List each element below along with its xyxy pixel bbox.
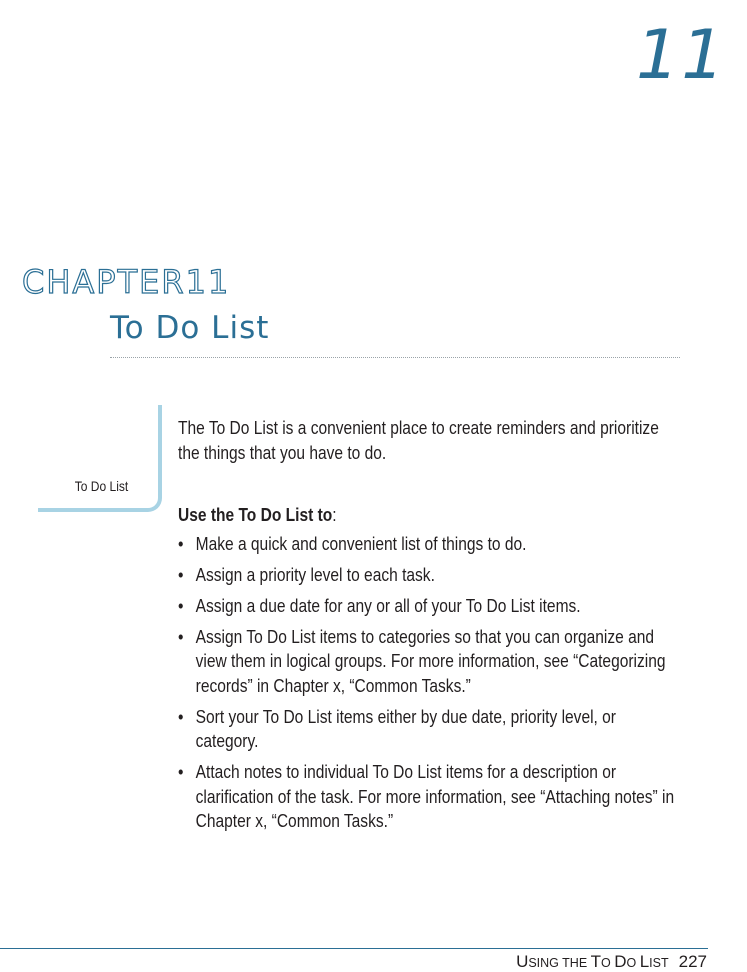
footer-head-part: O — [601, 956, 615, 970]
footer-head-part: D — [614, 952, 627, 971]
chapter-label: CHAPTER11 — [22, 263, 231, 301]
title-dotted-rule — [110, 357, 680, 358]
body-text — [178, 416, 678, 840]
intro-paragraph: The To Do List is a convenient place to create reminders and prioritize the things that you have to do. — [178, 417, 659, 463]
footer-head-part: T — [590, 952, 602, 971]
bullet-list — [178, 532, 678, 834]
list-item: • Assign a priority level to each task. — [178, 563, 678, 588]
chapter-title: To Do List — [110, 310, 270, 346]
margin-tab — [38, 405, 162, 512]
list-item: • Make a quick and convenient list of things to do. — [178, 532, 678, 557]
list-item: • Attach notes to individual To Do List items for a description or clarification of the task. For more information, see “Attaching notes” in Chapter x, “Common Tasks.” — [178, 760, 678, 834]
footer-head-part: O — [626, 956, 640, 970]
footer-head-part: U — [516, 952, 529, 971]
footer-rule — [0, 948, 708, 949]
use-heading-bold: Use the To Do List to — [178, 504, 333, 525]
footer-head-part: IST — [649, 956, 669, 970]
margin-tab-label: To Do List — [74, 478, 128, 494]
footer-head-part: SING THE — [528, 956, 591, 970]
chapter-dial-decoration — [0, 0, 747, 210]
footer-head-part: L — [639, 952, 650, 971]
list-item: • Assign a due date for any or all of your To Do List items. — [178, 594, 678, 619]
use-heading-colon: : — [332, 504, 337, 525]
chapter-number: 11 — [636, 16, 727, 95]
list-item: • Sort your To Do List items either by due date, priority level, or category. — [178, 705, 678, 754]
footer-running-head — [516, 953, 707, 970]
list-item: • Assign To Do List items to categories so that you can organize and view them in logical groups. For more information, see “Categorizing records” in Chapter x, “Common Tasks.” — [178, 625, 678, 699]
use-heading — [178, 503, 678, 528]
page-number: 227 — [678, 952, 707, 971]
